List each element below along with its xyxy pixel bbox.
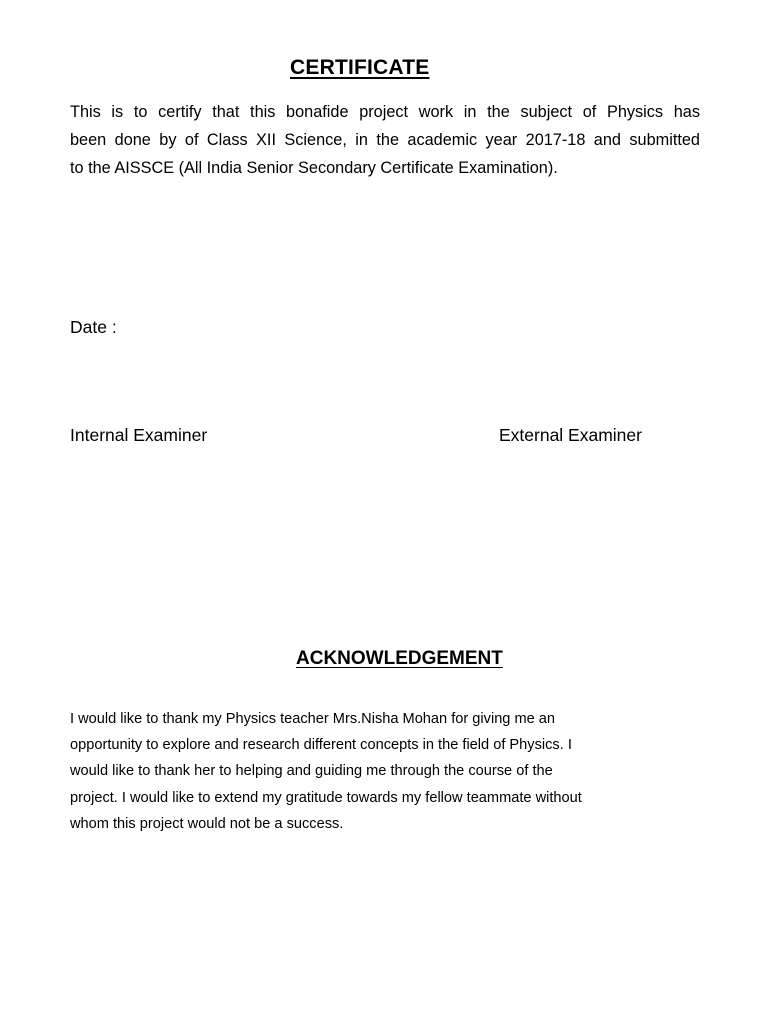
acknowledgement-body [70,706,710,837]
acknowledgement-body-line: I would like to thank my Physics teacher Mrs.Nisha Mohan for giving me an [70,711,556,727]
acknowledgement-body-line: would like to thank her to helping and guiding me through the course of the [70,763,553,780]
acknowledgement-body-line: whom this project would not be a success. [70,815,344,832]
external-examiner-label: External Examiner [499,425,642,445]
certificate-body-line: been done by of Class XII Science, in the academic year 2017-18 and submitted [70,131,700,149]
acknowledgement-body-line: project. I would like to extend my gratitude towards my fellow teammate without [70,789,582,806]
certificate-body-line: This is to certify that this bonafide project work in the subject of Physics has [70,103,700,121]
acknowledgement-body-line: opportunity to explore and research different concepts in the field of Physics. I [70,737,572,754]
acknowledgement-title: ACKNOWLEDGEMENT [296,648,503,669]
internal-examiner-label: Internal Examiner [70,425,208,445]
certificate-title: CERTIFICATE [290,56,430,79]
certificate-body [70,98,700,182]
date-label: Date : [70,317,117,337]
certificate-body-line: to the AISSCE (All India Senior Secondary Certificate Examination). [70,159,558,177]
